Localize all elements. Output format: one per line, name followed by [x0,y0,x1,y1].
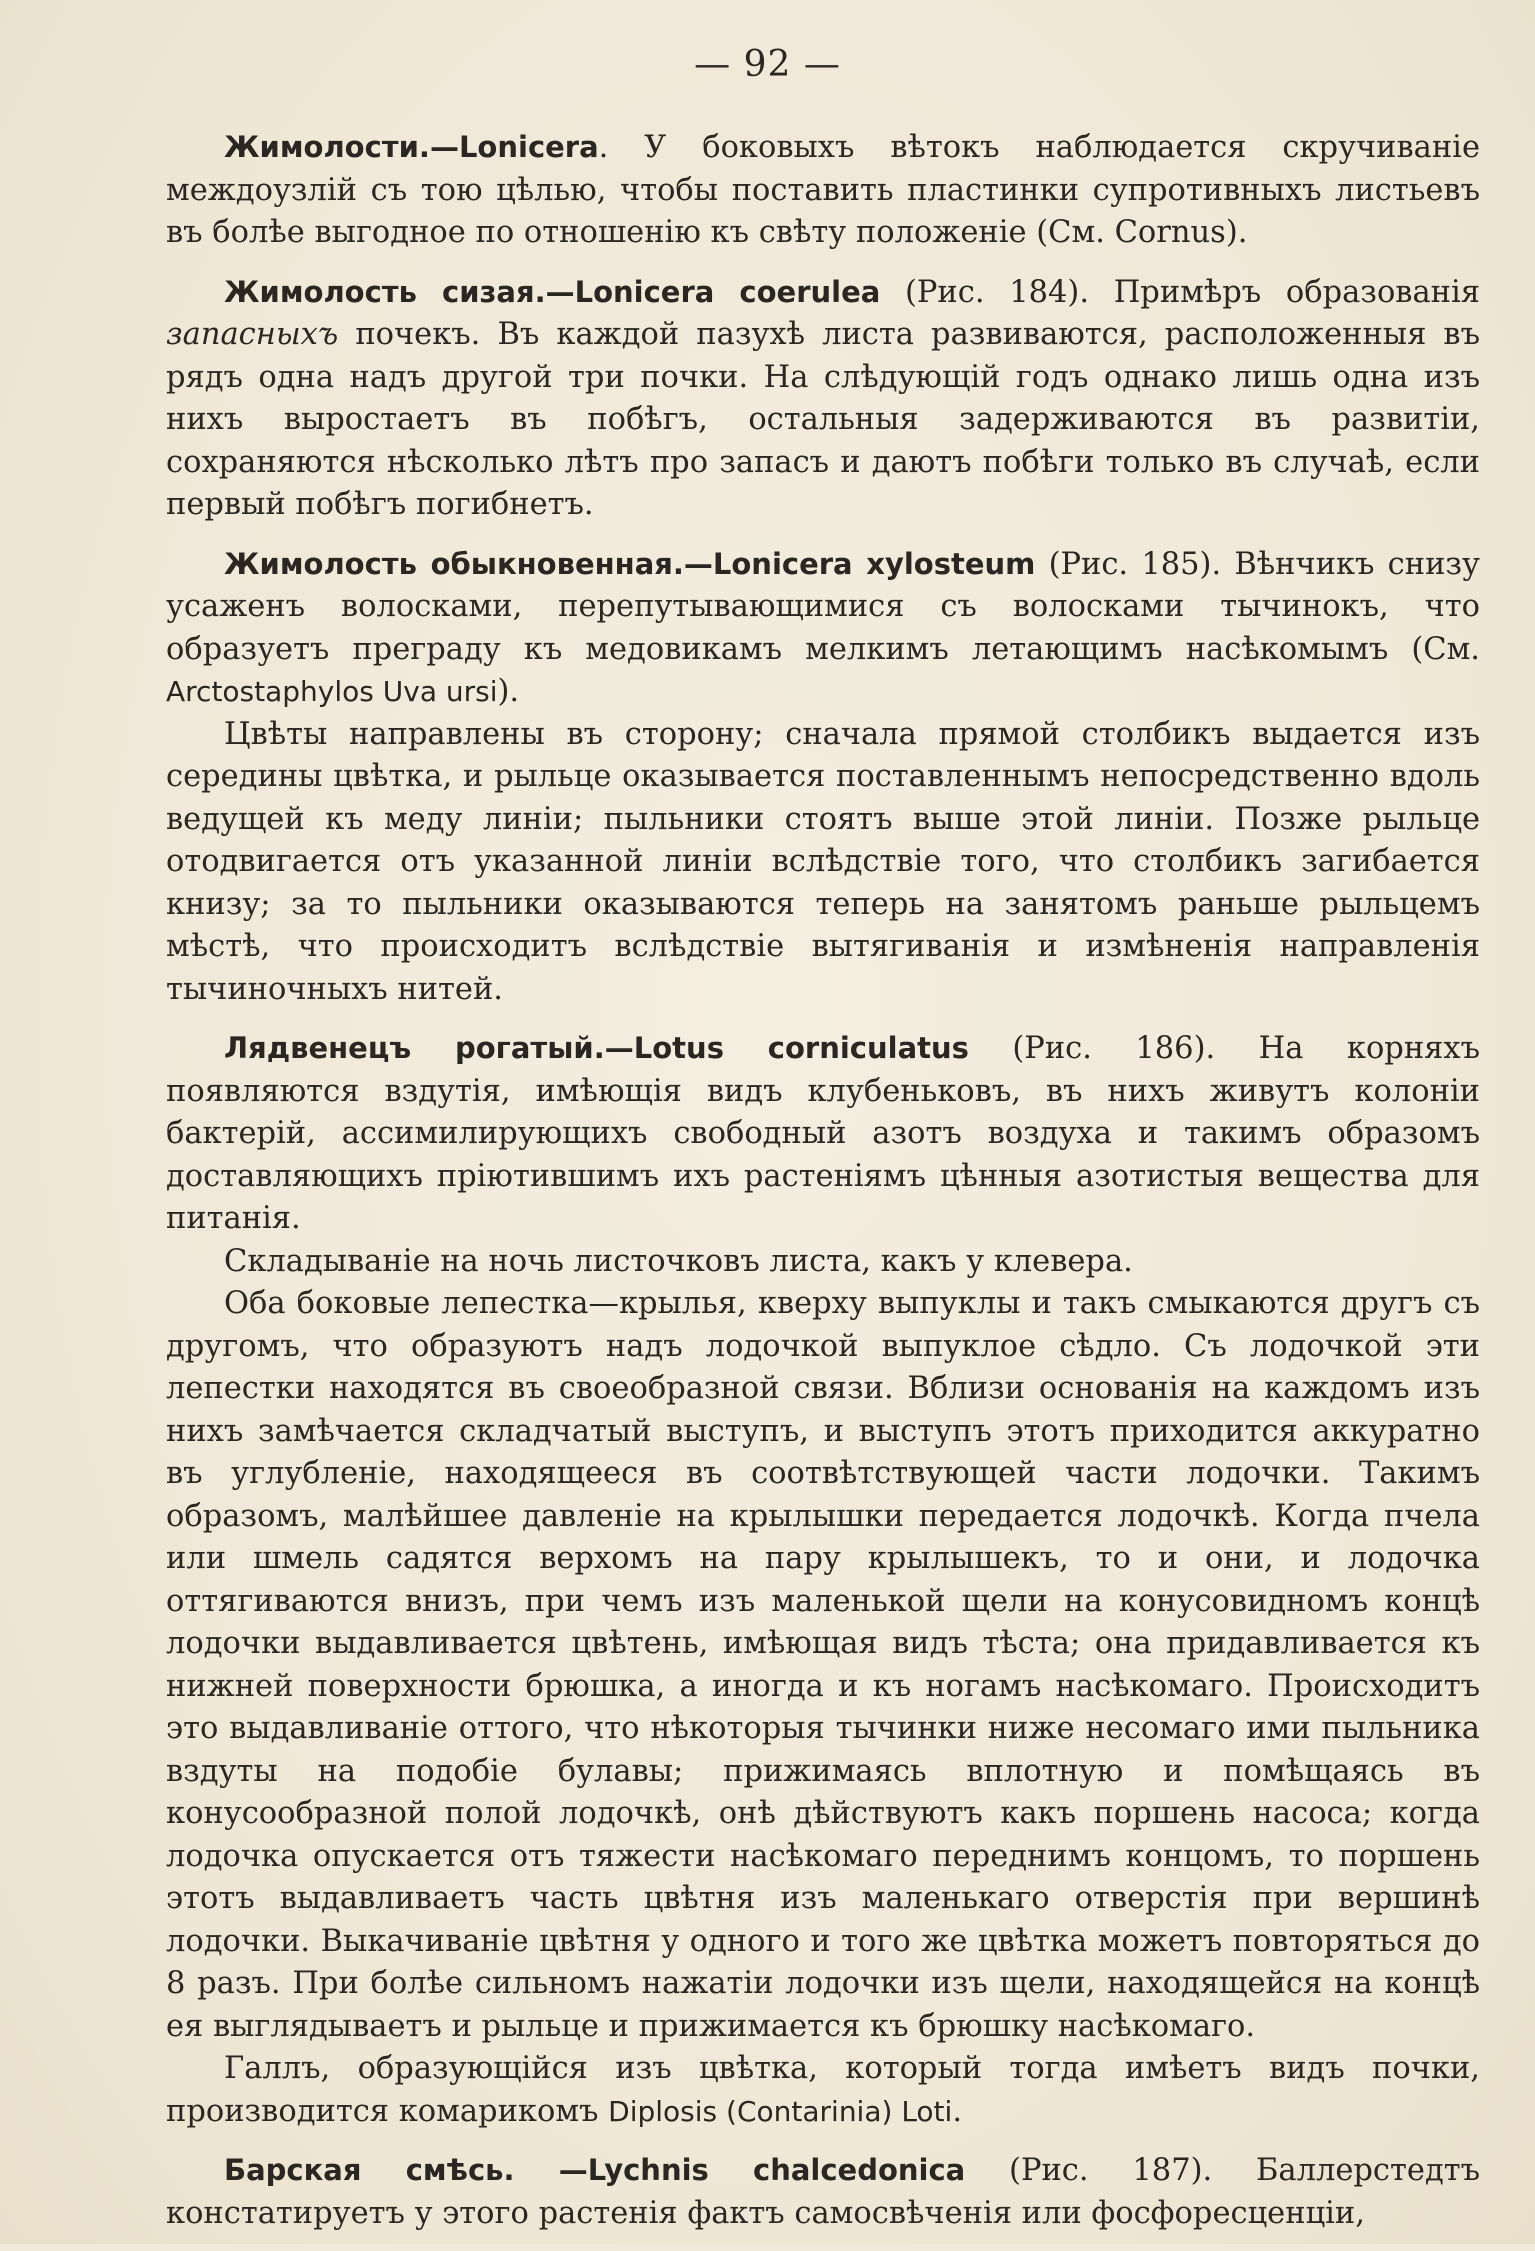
entry-lonicera-xylosteum [166,543,1480,1012]
paragraph [166,2048,1480,2133]
entry-heading: Жимолость обыкновенная.— [224,546,713,581]
entry-heading: Жимолость сизая.— [224,274,575,309]
paragraph [166,2149,1480,2235]
entry-lychnis-chalcedonica [166,2149,1480,2235]
entry-text: ). [497,674,520,709]
paragraph [166,126,1480,255]
entry-lonicera [166,126,1480,255]
entry-text: (Рис. 184). Примѣръ образованія [880,274,1480,310]
entry-lotus-corniculatus [166,1027,1480,2133]
latin-name: Lonicera [458,130,599,164]
paragraph: Цвѣты направлены въ сторону; сначала прямой столбикъ выдается изъ середины цвѣтка, и рыльце оказывается поставленнымъ непосредственно вдоль ведущей къ меду линіи; пыльники стоятъ выше этой линіи. Позже рыльце отодвигается отъ указанной линіи вслѣдствіе того, что столбикъ загибается книзу; за то пыльники оказываются теперь на занятомъ раньше рыльцемъ мѣстѣ, что происходитъ вслѣдствіе вытягиванія и измѣненія направленія тычиночныхъ нитей. [166,716,1480,1007]
entry-text: Галлъ, образующійся изъ цвѣтка, который тогда имѣетъ видъ почки, производится комарикомъ [166,2051,1480,2129]
paragraph [166,543,1480,714]
latin-name: Lonicera xylosteum [712,546,1036,581]
italic-term: запасныхъ [166,317,339,352]
entry-heading: Барская смѣсь. — [224,2153,588,2187]
paragraph [166,271,1480,527]
entry-heading: Лядвенецъ рогатый.— [224,1031,634,1065]
entry-text: (Рис. 187). Баллерстедтъ констатируетъ у этого растенія фактъ самосвѣченія или фосфоресценціи, [166,2153,1480,2231]
paragraph: Складываніе на ночь листочковъ листа, какъ у клевера. [224,1243,1133,1279]
paragraph: Оба боковые лепестка—крылья, кверху выпуклы и такъ смыкаются другъ съ другомъ, что образуютъ надъ лодочкой выпуклое сѣдло. Съ лодочкой эти лепестки находятся въ своеобразной связи. Вблизи основанія на каждомъ изъ нихъ замѣчается складчатый выступъ, и выступъ этотъ приходится аккуратно въ углубленіе, находящееся въ соотвѣтствующей части лодочки. Такимъ образомъ, малѣйшее давленіе на крылышки передается лодочкѣ. Когда пчела или шмель садятся верхомъ на пару крылышекъ, то и они, и лодочка оттягиваются внизъ, при чемъ изъ маленькой щели на конусовидномъ концѣ лодочки выдавливается цвѣтень, имѣющая видъ тѣста; она придавливается къ нижней поверхности брюшка, а иногда и къ ногамъ насѣкомаго. Происходитъ это выдавливаніе оттого, что нѣкоторыя тычинки ниже несомаго ими пыльника вздуты на подобіе булавы; прижимаясь вплотную и помѣщаясь въ конусообразной полой лодочкѣ, онѣ дѣйствуютъ какъ поршень насоса; когда лодочка опускается отъ тяжести насѣкомаго переднимъ концомъ, то поршень этотъ выдавливаетъ часть цвѣтня изъ маленькаго отверстія при вершинѣ лодочки. Выкачиваніе цвѣтня у одного и того же цвѣтка можетъ повторяться до 8 разъ. При болѣе сильномъ нажатіи лодочки изъ щели, находящейся на концѣ ея выглядываетъ и рыльце и прижимается къ брюшку насѣкомаго. [166,1286,1480,2044]
entry-lonicera-coerulea [166,271,1480,527]
entry-text: (Рис. 186). На корняхъ появляются вздутія, имѣющія видъ клубеньковъ, въ нихъ живутъ колоніи бактерій, ассимилирующихъ свободный азотъ воздуха и такимъ образомъ доставляющихъ пріютившимъ ихъ растеніямъ цѣнныя азотистыя вещества для питанія. [166,1031,1481,1236]
latin-reference: Diplosis (Contarinia) Loti [608,2094,953,2128]
latin-name: Lychnis chalcedonica [587,2153,966,2187]
entry-text: почекъ. Въ каждой пазухѣ листа развиваются, расположенныя въ рядъ одна надъ другой три почки. На слѣдующій годъ однако лишь одна изъ нихъ выростаетъ въ побѣгъ, остальныя задерживаются въ развитіи, сохраняются нѣсколько лѣтъ про запасъ и даютъ побѣги только въ случаѣ, если первый побѣгъ погибнетъ. [166,317,1480,522]
latin-name: Lotus corniculatus [633,1031,969,1065]
entry-heading: Жимолости.— [224,130,459,164]
entry-text: . У боковыхъ вѣтокъ наблюдается скручиваніе междоузлій съ тою цѣлью, чтобы поставить пластинки супротивныхъ листьевъ въ болѣе выгодное по отношенію къ свѣту положеніе (См. Cornus). [166,130,1480,250]
page-body [166,126,1480,2251]
latin-name: Lonicera coerulea [574,274,881,309]
entry-text: (Рис. 185). Вѣнчикъ снизу усаженъ волосками, перепутывающимися съ волосками тычинокъ, что образуетъ преграду къ медовикамъ мелкимъ летающимъ насѣкомымъ (См. [166,546,1480,667]
entry-text: . [952,2093,963,2129]
page-number: — 92 — [694,44,841,85]
latin-reference: Arctostaphylos Uva ursi [166,675,498,708]
paragraph [166,1027,1480,1241]
